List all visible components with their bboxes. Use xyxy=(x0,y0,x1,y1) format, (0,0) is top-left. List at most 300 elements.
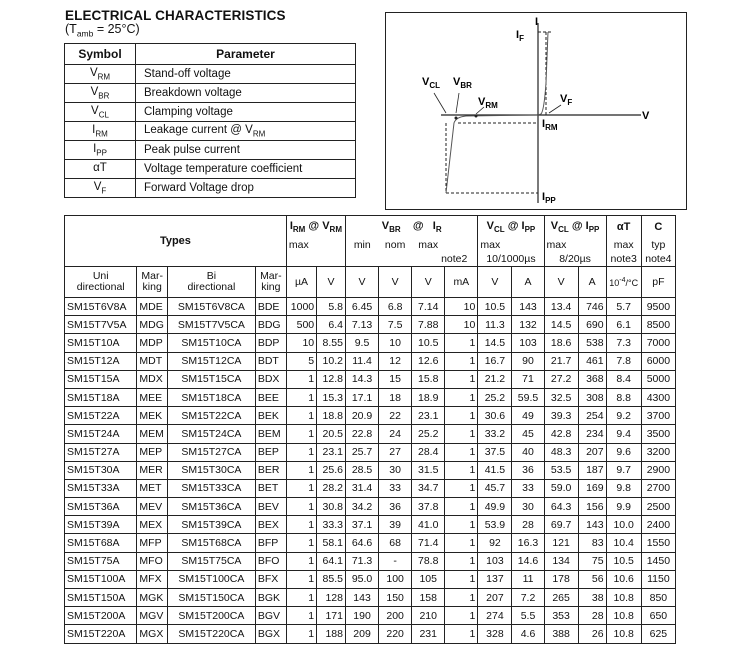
bi-marking: BDT xyxy=(255,352,286,370)
uni-type: SM15T27A xyxy=(65,443,137,461)
unit-ma: mA xyxy=(445,267,478,298)
section-title: ELECTRICAL CHARACTERISTICS xyxy=(65,8,286,23)
uni-marking: MFX xyxy=(137,570,168,588)
vbr-nom: 39 xyxy=(379,516,412,534)
uni-type: SM15T39A xyxy=(65,516,137,534)
symbol-row xyxy=(65,103,356,122)
bi-type: SM15T220CA xyxy=(167,625,255,643)
ipp1-value: 14.6 xyxy=(512,552,544,570)
bi-type: SM15T75CA xyxy=(167,552,255,570)
uni-type: SM15T22A xyxy=(65,407,137,425)
vcl1-value: 33.2 xyxy=(478,425,512,443)
uni-marking: MEP xyxy=(137,443,168,461)
bi-marking: BET xyxy=(255,479,286,497)
bi-marking: BFX xyxy=(255,570,286,588)
ipp2-value: 368 xyxy=(578,370,606,388)
vcl2-value: 353 xyxy=(544,607,578,625)
vcl-ipp-8-20-header: $V_{CL}$ @ $I_{PP}$ xyxy=(544,216,606,239)
vbr-max: 37.8 xyxy=(412,498,445,516)
vrm-value: 18.8 xyxy=(317,407,346,425)
uni-marking: MGX xyxy=(137,625,168,643)
parameter-cell: Voltage temperature coefficient xyxy=(136,160,356,179)
uni-marking: MEE xyxy=(137,388,168,406)
vcl2-value: 265 xyxy=(544,589,578,607)
vcl2-value: 388 xyxy=(544,625,578,643)
uni-type: SM15T150A xyxy=(65,589,137,607)
parameter-header: Parameter xyxy=(136,44,356,65)
ir-value: 1 xyxy=(445,516,478,534)
table-row xyxy=(65,570,676,588)
ipp2-value: 746 xyxy=(578,298,606,316)
voltage-axis-label: V xyxy=(642,110,650,122)
bi-marking: BDE xyxy=(255,298,286,316)
table-row xyxy=(65,607,676,625)
ir-value: 10 xyxy=(445,298,478,316)
uni-directional-header: Uni directional xyxy=(65,267,137,298)
ipp1-value: 36 xyxy=(512,461,544,479)
vbr-min: 31.4 xyxy=(345,479,378,497)
current-axis-label: I xyxy=(535,16,539,28)
vbr-min: 190 xyxy=(345,607,378,625)
bi-marking: BGV xyxy=(255,607,286,625)
table-row xyxy=(65,298,676,316)
capacitance-value: 625 xyxy=(641,625,675,643)
vcl1-value: 103 xyxy=(478,552,512,570)
vcl2-value: 18.6 xyxy=(544,334,578,352)
irm-value: 1 xyxy=(286,370,316,388)
uni-marking: MDP xyxy=(137,334,168,352)
capacitance-value: 6000 xyxy=(641,352,675,370)
vf-label: $V_F$ xyxy=(560,93,573,107)
ir-value: 1 xyxy=(445,388,478,406)
vcl2-value: 121 xyxy=(544,534,578,552)
vbr-leader xyxy=(456,93,459,113)
vbr-max: 210 xyxy=(412,607,445,625)
uni-type: SM15T33A xyxy=(65,479,137,497)
capacitance-value: 3500 xyxy=(641,425,675,443)
ipp1-value: 132 xyxy=(512,316,544,334)
table-row xyxy=(65,370,676,388)
irm-vrm-header: $I_{RM}$ @ $V_{RM}$ xyxy=(286,216,345,239)
ipp2-value: 308 xyxy=(578,388,606,406)
ir-value: 1 xyxy=(445,370,478,388)
table-row xyxy=(65,461,676,479)
vrm-value: 188 xyxy=(317,625,346,643)
ir-value: 1 xyxy=(445,461,478,479)
bi-type: SM15T27CA xyxy=(167,443,255,461)
ipp2-value: 538 xyxy=(578,334,606,352)
uni-type: SM15T75A xyxy=(65,552,137,570)
vbr-nom: 36 xyxy=(379,498,412,516)
vcl1-value: 10.5 xyxy=(478,298,512,316)
vcl2-value: 48.3 xyxy=(544,443,578,461)
ipp2-value: 690 xyxy=(578,316,606,334)
temp-coef-value: 7.3 xyxy=(606,334,641,352)
uni-marking: MGK xyxy=(137,589,168,607)
symbol-cell: αT xyxy=(65,160,136,179)
ir-value: 1 xyxy=(445,407,478,425)
vrm-label: $V_{RM}$ xyxy=(478,96,498,110)
parameter-cell: Clamping voltage xyxy=(136,103,356,122)
unit-temp-coef: $10^{-4}/^\circ C$ xyxy=(606,267,641,298)
vrm-point xyxy=(475,115,478,118)
vcl2-value: 13.4 xyxy=(544,298,578,316)
ipp-label: $I_{PP}$ xyxy=(542,191,556,205)
bi-marking: BDX xyxy=(255,370,286,388)
parameter-cell: Stand-off voltage xyxy=(136,65,356,84)
vbr-max: 71.4 xyxy=(412,534,445,552)
vbr-min: 64.6 xyxy=(345,534,378,552)
vrm-value: 8.55 xyxy=(317,334,346,352)
temp-coef-value: 9.8 xyxy=(606,479,641,497)
irm-value: 10 xyxy=(286,334,316,352)
types-header: Types xyxy=(65,216,287,267)
temp-coef-value: 7.8 xyxy=(606,352,641,370)
vbr-min: 7.13 xyxy=(345,316,378,334)
temp-coef-value: 9.2 xyxy=(606,407,641,425)
capacitance-value: 1150 xyxy=(641,570,675,588)
vrm-value: 33.3 xyxy=(317,516,346,534)
uni-type: SM15T15A xyxy=(65,370,137,388)
table-row xyxy=(65,334,676,352)
irm-value: 1 xyxy=(286,388,316,406)
vf-leader xyxy=(549,105,561,113)
vrm-value: 30.8 xyxy=(317,498,346,516)
symbol-row xyxy=(65,65,356,84)
table-row xyxy=(65,443,676,461)
vbr-ir-header: $V_{BR}$ @ $I_R$ xyxy=(345,216,477,239)
ipp2-value: 169 xyxy=(578,479,606,497)
c-typ-label: typ xyxy=(641,238,675,252)
vcl1-value: 207 xyxy=(478,589,512,607)
vcl1-value: 14.5 xyxy=(478,334,512,352)
unit-v: V xyxy=(345,267,378,298)
bi-marking-header: Mar- king xyxy=(255,267,286,298)
table-row xyxy=(65,407,676,425)
capacitance-value: 850 xyxy=(641,589,675,607)
irm-value: 1 xyxy=(286,516,316,534)
vbr-max: 31.5 xyxy=(412,461,445,479)
electrical-characteristics-table xyxy=(64,215,676,644)
ir-value: 1 xyxy=(445,552,478,570)
capacitance-value: 3700 xyxy=(641,407,675,425)
irm-value: 1 xyxy=(286,625,316,643)
vcl1-value: 137 xyxy=(478,570,512,588)
vcl-leader xyxy=(434,93,446,113)
ipp1-value: 11 xyxy=(512,570,544,588)
symbol-row xyxy=(65,179,356,198)
vbr-min: 143 xyxy=(345,589,378,607)
irm-value: 1 xyxy=(286,552,316,570)
ir-value: 1 xyxy=(445,625,478,643)
ir-value: 1 xyxy=(445,498,478,516)
table-row xyxy=(65,479,676,497)
unit-a: A xyxy=(578,267,606,298)
vrm-value: 64.1 xyxy=(317,552,346,570)
ipp2-value: 187 xyxy=(578,461,606,479)
vbr-point xyxy=(455,117,458,120)
characteristics-table-body xyxy=(65,298,676,644)
unit-a: A xyxy=(512,267,544,298)
vbr-nom: 33 xyxy=(379,479,412,497)
ipp1-value: 45 xyxy=(512,425,544,443)
ir-value: 10 xyxy=(445,316,478,334)
ipp1-value: 16.3 xyxy=(512,534,544,552)
irm-value: 1 xyxy=(286,534,316,552)
vbr-max: 7.88 xyxy=(412,316,445,334)
temp-coef-value: 10.6 xyxy=(606,570,641,588)
vbr-max: 15.8 xyxy=(412,370,445,388)
unit-v: V xyxy=(544,267,578,298)
symbol-cell: $V_{CL}$ xyxy=(65,103,136,122)
ipp1-value: 5.5 xyxy=(512,607,544,625)
ipp2-value: 143 xyxy=(578,516,606,534)
uni-marking: MFP xyxy=(137,534,168,552)
irm-value: 1 xyxy=(286,461,316,479)
vcl-ipp-10-1000-header: $V_{CL}$ @ $I_{PP}$ xyxy=(478,216,544,239)
capacitance-value: 4300 xyxy=(641,388,675,406)
ipp1-value: 30 xyxy=(512,498,544,516)
bi-type: SM15T33CA xyxy=(167,479,255,497)
temp-coef-value: 9.6 xyxy=(606,443,641,461)
unit-v: V xyxy=(412,267,445,298)
irm-spacer xyxy=(286,252,345,267)
irm-value: 1 xyxy=(286,407,316,425)
vbr-min: 9.5 xyxy=(345,334,378,352)
irm-max-label: max xyxy=(286,238,345,252)
vcl1-value: 41.5 xyxy=(478,461,512,479)
table-row xyxy=(65,552,676,570)
at-max-label: max xyxy=(606,238,641,252)
vbr-min: 22.8 xyxy=(345,425,378,443)
ipp1-value: 33 xyxy=(512,479,544,497)
bi-type: SM15T12CA xyxy=(167,352,255,370)
uni-type: SM15T24A xyxy=(65,425,137,443)
vrm-value: 15.3 xyxy=(317,388,346,406)
bi-marking: BFP xyxy=(255,534,286,552)
capacitance-value: 650 xyxy=(641,607,675,625)
vrm-value: 25.6 xyxy=(317,461,346,479)
vrm-value: 12.8 xyxy=(317,370,346,388)
uni-type: SM15T10A xyxy=(65,334,137,352)
vbr-max: 7.14 xyxy=(412,298,445,316)
symbol-row xyxy=(65,160,356,179)
table-row xyxy=(65,625,676,643)
vcl1-value: 92 xyxy=(478,534,512,552)
ipp2-value: 234 xyxy=(578,425,606,443)
irm-value: 1 xyxy=(286,589,316,607)
ipp1-value: 40 xyxy=(512,443,544,461)
vrm-value: 171 xyxy=(317,607,346,625)
bi-type: SM15T150CA xyxy=(167,589,255,607)
vcl1-value: 37.5 xyxy=(478,443,512,461)
vbr-max: 12.6 xyxy=(412,352,445,370)
vbr-min: 37.1 xyxy=(345,516,378,534)
iv-curve xyxy=(446,32,548,193)
vbr-max: 28.4 xyxy=(412,443,445,461)
unit-ua: µA xyxy=(286,267,316,298)
vbr-max-label: max xyxy=(418,239,439,251)
symbol-table xyxy=(64,43,356,198)
vcl1-value: 16.7 xyxy=(478,352,512,370)
vbr-nom: 6.8 xyxy=(379,298,412,316)
vcl1-value: 328 xyxy=(478,625,512,643)
vbr-min: 17.1 xyxy=(345,388,378,406)
irm-value: 5 xyxy=(286,352,316,370)
ir-value: 1 xyxy=(445,589,478,607)
vbr-label: $V_{BR}$ xyxy=(453,76,472,90)
vcl1-pulse-label: 10/1000µs xyxy=(478,252,544,267)
table-row xyxy=(65,352,676,370)
bi-type: SM15T30CA xyxy=(167,461,255,479)
vcl1-value: 30.6 xyxy=(478,407,512,425)
temp-coef-value: 10.8 xyxy=(606,625,641,643)
ipp2-value: 156 xyxy=(578,498,606,516)
ir-value: 1 xyxy=(445,443,478,461)
vbr-min: 34.2 xyxy=(345,498,378,516)
uni-type: SM15T12A xyxy=(65,352,137,370)
uni-marking: MDX xyxy=(137,370,168,388)
ipp1-value: 143 xyxy=(512,298,544,316)
bi-type: SM15T36CA xyxy=(167,498,255,516)
ipp1-value: 28 xyxy=(512,516,544,534)
uni-type: SM15T7V5A xyxy=(65,316,137,334)
ipp2-value: 254 xyxy=(578,407,606,425)
unit-v: V xyxy=(478,267,512,298)
vcl2-pulse-label: 8/20µs xyxy=(544,252,606,267)
bi-type: SM15T200CA xyxy=(167,607,255,625)
vbr-nom: 18 xyxy=(379,388,412,406)
vbr-max: 23.1 xyxy=(412,407,445,425)
symbol-cell: $V_{BR}$ xyxy=(65,84,136,103)
vrm-value: 6.4 xyxy=(317,316,346,334)
ir-value: 1 xyxy=(445,570,478,588)
uni-type: SM15T200A xyxy=(65,607,137,625)
vcl1-value: 49.9 xyxy=(478,498,512,516)
symbol-cell: $I_{RM}$ xyxy=(65,122,136,141)
parameter-cell: Breakdown voltage xyxy=(136,84,356,103)
uni-type: SM15T36A xyxy=(65,498,137,516)
vbr-nom-label: nom xyxy=(384,239,406,251)
bi-type: SM15T7V5CA xyxy=(167,316,255,334)
uni-marking: MFO xyxy=(137,552,168,570)
bi-type: SM15T24CA xyxy=(167,425,255,443)
ipp2-value: 38 xyxy=(578,589,606,607)
symbol-row xyxy=(65,122,356,141)
bi-marking: BEE xyxy=(255,388,286,406)
vbr-nom: 150 xyxy=(379,589,412,607)
uni-type: SM15T18A xyxy=(65,388,137,406)
ipp2-value: 26 xyxy=(578,625,606,643)
symbol-cell: $V_F$ xyxy=(65,179,136,198)
vbr-spacer xyxy=(445,238,478,252)
uni-marking: MER xyxy=(137,461,168,479)
ipp2-value: 56 xyxy=(578,570,606,588)
uni-marking: MET xyxy=(137,479,168,497)
vcl1-value: 11.3 xyxy=(478,316,512,334)
symbol-cell: $I_{PP}$ xyxy=(65,141,136,160)
temp-coef-value: 9.9 xyxy=(606,498,641,516)
irm-value: 1 xyxy=(286,443,316,461)
vbr-note2-label: note2 xyxy=(345,252,477,267)
vbr-nom: 100 xyxy=(379,570,412,588)
vcl1-value: 53.9 xyxy=(478,516,512,534)
vcl2-value: 69.7 xyxy=(544,516,578,534)
table-row xyxy=(65,316,676,334)
ir-value: 1 xyxy=(445,607,478,625)
vbr-min: 6.45 xyxy=(345,298,378,316)
parameter-cell: Leakage current @ $V_{RM}$ xyxy=(136,122,356,141)
temp-coef-value: 10.5 xyxy=(606,552,641,570)
ir-value: 1 xyxy=(445,352,478,370)
symbol-cell: $V_{RM}$ xyxy=(65,65,136,84)
vbr-max: 78.8 xyxy=(412,552,445,570)
ipp2-value: 461 xyxy=(578,352,606,370)
capacitance-value: 3200 xyxy=(641,443,675,461)
vcl2-value: 178 xyxy=(544,570,578,588)
capacitance-value: 1450 xyxy=(641,552,675,570)
vbr-nom: 30 xyxy=(379,461,412,479)
vrm-leader xyxy=(476,107,484,114)
uni-marking: MDT xyxy=(137,352,168,370)
parameter-cell: Forward Voltage drop xyxy=(136,179,356,198)
vbr-min: 14.3 xyxy=(345,370,378,388)
symbol-row xyxy=(65,141,356,160)
vbr-min-label: min xyxy=(345,238,378,252)
uni-type: SM15T6V8A xyxy=(65,298,137,316)
temp-coef-value: 10.8 xyxy=(606,589,641,607)
vrm-value: 5.8 xyxy=(317,298,346,316)
irm-value: 1 xyxy=(286,425,316,443)
bi-type: SM15T6V8CA xyxy=(167,298,255,316)
bi-type: SM15T22CA xyxy=(167,407,255,425)
vrm-value: 20.5 xyxy=(317,425,346,443)
vbr-max: 18.9 xyxy=(412,388,445,406)
temp-coef-value: 8.8 xyxy=(606,388,641,406)
symbol-header: Symbol xyxy=(65,44,136,65)
vbr-max: 231 xyxy=(412,625,445,643)
uni-type: SM15T100A xyxy=(65,570,137,588)
table-row xyxy=(65,534,676,552)
vbr-nom: 27 xyxy=(379,443,412,461)
vcl2-value: 134 xyxy=(544,552,578,570)
ir-value: 1 xyxy=(445,479,478,497)
bi-marking: BDP xyxy=(255,334,286,352)
uni-type: SM15T220A xyxy=(65,625,137,643)
ambient-temperature-note: $(T_{amb} = 25^\circ C)$ xyxy=(65,22,140,39)
bi-type: SM15T68CA xyxy=(167,534,255,552)
vbr-min: 209 xyxy=(345,625,378,643)
at-note3-label: note3 xyxy=(606,252,641,267)
bi-type: SM15T18CA xyxy=(167,388,255,406)
table-row xyxy=(65,498,676,516)
bi-marking: BDG xyxy=(255,316,286,334)
capacitance-value: 2500 xyxy=(641,498,675,516)
vbr-nom: 10 xyxy=(379,334,412,352)
capacitance-value: 2900 xyxy=(641,461,675,479)
vbr-max: 10.5 xyxy=(412,334,445,352)
if-label: $I_F$ xyxy=(516,29,524,43)
vcl1-value: 274 xyxy=(478,607,512,625)
vbr-nom: 68 xyxy=(379,534,412,552)
uni-marking: MEV xyxy=(137,498,168,516)
vbr-max: 34.7 xyxy=(412,479,445,497)
vcl1-value: 45.7 xyxy=(478,479,512,497)
temp-coef-value: 9.7 xyxy=(606,461,641,479)
bi-marking: BGX xyxy=(255,625,286,643)
uni-marking-header: Mar- king xyxy=(137,267,168,298)
ipp1-value: 103 xyxy=(512,334,544,352)
